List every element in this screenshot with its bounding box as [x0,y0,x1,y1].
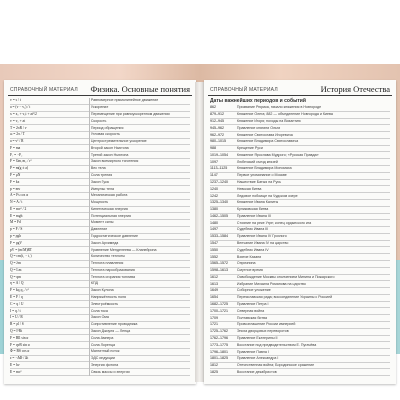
table-row [10,152,190,159]
description-cell: Призвание Рюрика, начало княжения в Новгороде [236,105,322,110]
date-cell: 1462–1505 [210,213,228,218]
date-cell: 1801–1825 [210,356,228,361]
description-cell: Переяславская рада; воссоединение Украины с Россией [236,295,333,300]
table-row [210,152,390,159]
description-cell: Скорость [90,118,107,123]
table-row [210,227,390,234]
table-row [10,342,190,349]
description-cell: Княжение Олега; 882 — объединение Новгорода и Киева [236,112,333,117]
date-cell: 1613 [210,281,218,286]
table-row [210,275,390,282]
table-row [210,356,390,363]
formula-cell: I = q / t [10,308,21,313]
page-subtitle: Даты важнейших периодов и событий [210,98,306,104]
date-cell: 1497 [210,227,218,232]
table-row [10,98,190,105]
description-cell: Связь массы и энергии [90,369,130,374]
description-cell: Закон Кулона [90,288,114,293]
date-cell: 980–1015 [210,139,226,144]
formula-cell: F₁ = −F₂ [10,152,23,157]
date-cell: 1113–1125 [210,166,228,171]
table-row [10,118,190,125]
formula-cell: F = ma [10,145,21,150]
description-cell: Любечский съезд князей [236,159,278,164]
date-cell: 1773–1775 [210,342,228,347]
description-cell: Избрание Михаила Романова на царство [236,281,306,286]
description-cell: Судебник Ивана IV [236,247,269,252]
formula-cell: F = qvB sin α [10,342,30,347]
date-cell: 945–962 [210,125,224,130]
table-row [10,173,190,180]
description-cell: Закон Джоуля — Ленца [90,328,131,333]
date-cell: 1649 [210,288,218,293]
table-row [10,349,190,356]
description-cell: Правление Павла I [236,349,269,354]
description-cell: Третий закон Ньютона [90,152,129,157]
date-cell: 1565–1572 [210,261,228,266]
description-cell: Теплота сгорания топлива [90,274,135,279]
description-cell: Энергия фотона [90,362,119,367]
table-row [210,261,390,268]
description-cell: Кинетическая энергия [90,206,128,211]
formula-table [10,98,190,376]
table-row [210,146,390,153]
description-cell: Правление княгини Ольги [236,125,281,130]
date-cell: 1700–1721 [210,308,228,313]
formula-cell: C = q / U [10,301,24,306]
date-cell: 1682–1725 [210,302,228,307]
description-cell: Ледовое побоище на Чудском озере [236,193,298,198]
table-row [10,315,190,322]
description-cell: Княжение Ярослава Мудрого; «Русская Правда» [236,152,319,157]
table-row [10,288,190,295]
formula-cell: Q = λm [10,261,21,266]
section-tag: СПРАВОЧНЫЙ МАТЕРИАЛ [210,87,278,93]
description-cell: Восстание декабристов [236,369,277,374]
table-row [210,315,390,322]
table-row [210,180,390,187]
description-cell: Эпоха дворцовых переворотов [236,329,289,334]
description-cell: КПД [90,281,98,286]
description-cell: Первое упоминание о Москве [236,173,287,178]
description-cell: Куликовская битва [236,207,269,212]
date-cell: 1612 [210,274,218,279]
table-row [210,295,390,302]
description-cell: Закон Архимеда [90,240,119,245]
table-row [210,119,390,126]
table-row [10,145,190,152]
table-row [210,186,390,193]
table-row [10,247,190,254]
table-row [10,112,190,119]
table-row [210,214,390,221]
description-cell: Количество теплоты [90,254,126,259]
table-row [210,281,390,288]
table-row [10,240,190,247]
table-row [210,363,390,370]
table-row [10,186,190,193]
right-page [204,80,396,384]
table-row [10,125,190,132]
table-row [210,322,390,329]
formula-cell: x = x₀ + v₀t + at²/2 [10,111,37,116]
formula-cell: Φ = BS cos α [10,349,30,354]
description-cell: Импульс тела [90,186,114,191]
description-cell: Равномерное прямолинейное движение [90,98,159,103]
table-row [210,288,390,295]
formula-cell: F = μN [10,172,21,177]
table-row [10,329,190,336]
date-cell: 1242 [210,193,218,198]
formula-cell: a = v² / R [10,139,24,144]
description-cell: Закон Ома [90,315,109,320]
description-cell: Княжение Святослава Игоревича [236,132,293,137]
description-cell: Княжение Ивана Калиты [236,200,279,205]
description-cell: Уравнение Менделеева — Клапейрона [90,247,157,252]
description-cell: Освобождение Москвы ополчением Минина и Пожарского [236,274,335,279]
description-cell: Закон всемирного тяготения [90,159,139,164]
formula-cell: E = F / q [10,295,23,300]
formula-cell: F = Gm₁m₂ / r² [10,159,32,164]
description-cell: Правление Ивана III [236,213,271,218]
description-cell: Судебник Ивана III [236,227,269,232]
formula-cell: P = m(g ± a) [10,166,29,171]
table-row [10,227,190,234]
table-row [10,369,190,376]
formula-cell: p = ρgh [10,234,22,239]
description-cell: Центростремительное ускорение [90,139,147,144]
table-row [210,159,390,166]
formula-cell: E = mc² [10,369,22,374]
description-cell: Правление Екатерины II [236,335,278,340]
formula-cell: F = BIl sin α [10,335,29,340]
date-cell: 1654 [210,295,218,300]
description-cell: Нашествие Батыя на Русь [236,179,281,184]
date-cell: 1547 [210,241,218,246]
formula-cell: v = v₀ + at [10,118,26,123]
date-cell: 1480 [210,220,218,225]
description-cell: Магнитный поток [90,349,120,354]
table-row [10,261,190,268]
table-row [10,213,190,220]
table-row [210,125,390,132]
section-tag: СПРАВОЧНЫЙ МАТЕРИАЛ [10,87,78,93]
table-row [10,301,190,308]
description-cell: Второй закон Ньютона [90,145,129,150]
table-row [210,254,390,261]
formula-cell: M = Fd [10,220,21,225]
description-cell: Правление Ивана IV Грозного [236,234,287,239]
description-cell: Соборное уложение [236,288,271,293]
date-cell: 1533–1584 [210,234,228,239]
formula-cell: E = mv² / 2 [10,206,27,211]
description-cell: Сила трения [90,172,113,177]
description-cell: Электроёмкость [90,301,119,306]
table-row [210,132,390,139]
table-row [10,274,190,281]
description-cell: Перемещение при равноускоренном движении [90,111,170,116]
description-cell: Стояние на реке Угре; конец ордынского ига [236,220,312,225]
formula-cell: p = F / S [10,227,23,232]
description-cell: Смутное время [236,268,263,273]
description-cell: Механическая работа [90,193,128,198]
table-row [210,166,390,173]
date-cell: 1380 [210,207,218,212]
formula-cell: p = mv [10,186,21,191]
table-row [10,132,190,139]
description-cell: Взятие Казани [236,254,262,259]
date-cell: 1762–1796 [210,335,228,340]
description-cell: Потенциальная энергия [90,213,132,218]
table-row [210,349,390,356]
page-header [208,84,392,96]
description-cell: Период обращения [90,125,124,130]
description-cell: Венчание Ивана IV на царство [236,241,289,246]
date-cell: 962–972 [210,132,224,137]
table-row [210,302,390,309]
description-cell: Сопротивление проводника [90,322,138,327]
formula-cell: Q = cm(t₂ − t₁) [10,254,32,259]
date-cell: 1147 [210,173,218,178]
table-row [10,281,190,288]
formula-cell: a = (v − v₀) / t [10,105,31,110]
formula-cell: T = 2πR / v [10,125,27,130]
table-row [210,241,390,248]
table-row [210,173,390,180]
formula-cell: Q = Lm [10,267,22,272]
date-cell: 912–945 [210,118,224,123]
table-row [10,268,190,275]
table-row [10,166,190,173]
date-cell: 988 [210,146,216,151]
formula-cell: ω = 2π / T [10,132,25,137]
description-cell: Давление [90,227,108,232]
description-cell: Сила Ампера [90,335,114,340]
formula-cell: F = kx [10,179,20,184]
formula-cell: ε = −ΔΦ / Δt [10,356,29,361]
left-page [4,80,196,384]
description-cell: Момент силы [90,220,114,225]
description-cell: Княжение Владимира Святославича [236,139,299,144]
description-cell: Вес тела [90,166,106,171]
date-cell: 1725–1762 [210,329,228,334]
formula-cell: Q = I²Rt [10,328,23,333]
table-row [10,105,190,112]
description-cell: Сила Лоренца [90,342,115,347]
formula-cell: η = A / Q [10,281,24,286]
table-row [210,139,390,146]
date-cell: 1709 [210,315,218,320]
description-cell: Северная война [236,308,265,313]
date-cell: 1325–1340 [210,200,228,205]
formula-cell: v = s / t [10,98,21,103]
description-cell: Закон Гука [90,179,109,184]
description-cell: ЭДС индукции [90,356,115,361]
description-cell: Гидростатическое давление [90,234,138,239]
formula-cell: E = mgh [10,213,23,218]
page-title: История Отечества [320,84,390,94]
table-row [210,336,390,343]
table-row [10,207,190,214]
table-row [10,139,190,146]
date-cell: 1019–1054 [210,152,228,157]
description-cell: Провозглашение России империей [236,322,296,327]
table-row [210,342,390,349]
table-row [10,322,190,329]
description-cell: Сила тока [90,308,108,313]
description-cell: Восстание под предводительством Е. Пугачёва [236,342,317,347]
description-cell: Теплота парообразования [90,267,135,272]
description-cell: Опричнина [236,261,256,266]
table-row [210,369,390,376]
table-row [10,308,190,315]
table-row [10,159,190,166]
description-cell: Крещение Руси [236,146,263,151]
formula-cell: E = hν [10,362,20,367]
date-cell: 1812 [210,363,218,368]
description-cell: Полтавская битва [236,315,267,320]
description-cell: Мощность [90,200,109,205]
table-row [210,112,390,119]
table-row [10,193,190,200]
table-row [210,105,390,112]
description-cell: Отечественная война; Бородинское сражение [236,363,315,368]
description-cell: Напряжённость поля [90,295,126,300]
formula-cell: R = ρl / S [10,322,24,327]
description-cell: Невская битва [236,186,262,191]
formula-cell: Q = qm [10,274,22,279]
table-row [210,220,390,227]
table-row [10,234,190,241]
description-cell: Правление Александра I [236,356,279,361]
description-cell: Княжение Игоря; походы на Византию [236,118,301,123]
table-row [210,247,390,254]
description-cell: Правление Петра I [236,302,269,307]
formula-cell: I = U / R [10,315,23,320]
table-row [210,329,390,336]
table-row [10,200,190,207]
description-cell: Теплота плавления [90,261,124,266]
date-cell: 1240 [210,186,218,191]
table-row [10,254,190,261]
date-cell: 1552 [210,254,218,259]
date-cell: 862 [210,105,216,110]
table-row [10,356,190,363]
description-cell: Княжение Владимира Мономаха [236,166,292,171]
description-cell: Ускорение [90,105,109,110]
date-cell: 1796–1801 [210,349,228,354]
date-cell: 879–912 [210,112,224,117]
page-title: Физика. Основные понятия [90,84,190,94]
formula-cell: F = kq₁q₂ / r² [10,288,29,293]
table-row [10,179,190,186]
formula-cell: N = A / t [10,200,23,205]
date-cell: 1237–1240 [210,179,228,184]
date-cell: 1825 [210,369,218,374]
date-cell: 1598–1613 [210,268,228,273]
table-row [210,308,390,315]
date-cell: 1097 [210,159,218,164]
table-row [210,200,390,207]
table-row [210,268,390,275]
date-cell: 1550 [210,247,218,252]
table-row [10,362,190,369]
table-row [210,193,390,200]
table-row [10,295,190,302]
formula-cell: A = Fs cos α [10,193,29,198]
table-row [210,207,390,214]
date-cell: 1721 [210,322,218,327]
description-cell: Угловая скорость [90,132,120,137]
dates-table [210,105,390,376]
formula-cell: F = ρgV [10,240,23,245]
formula-cell: pV = (m/M)RT [10,247,32,252]
table-row [10,220,190,227]
table-row [210,234,390,241]
table-row [10,335,190,342]
page-header [8,84,192,96]
